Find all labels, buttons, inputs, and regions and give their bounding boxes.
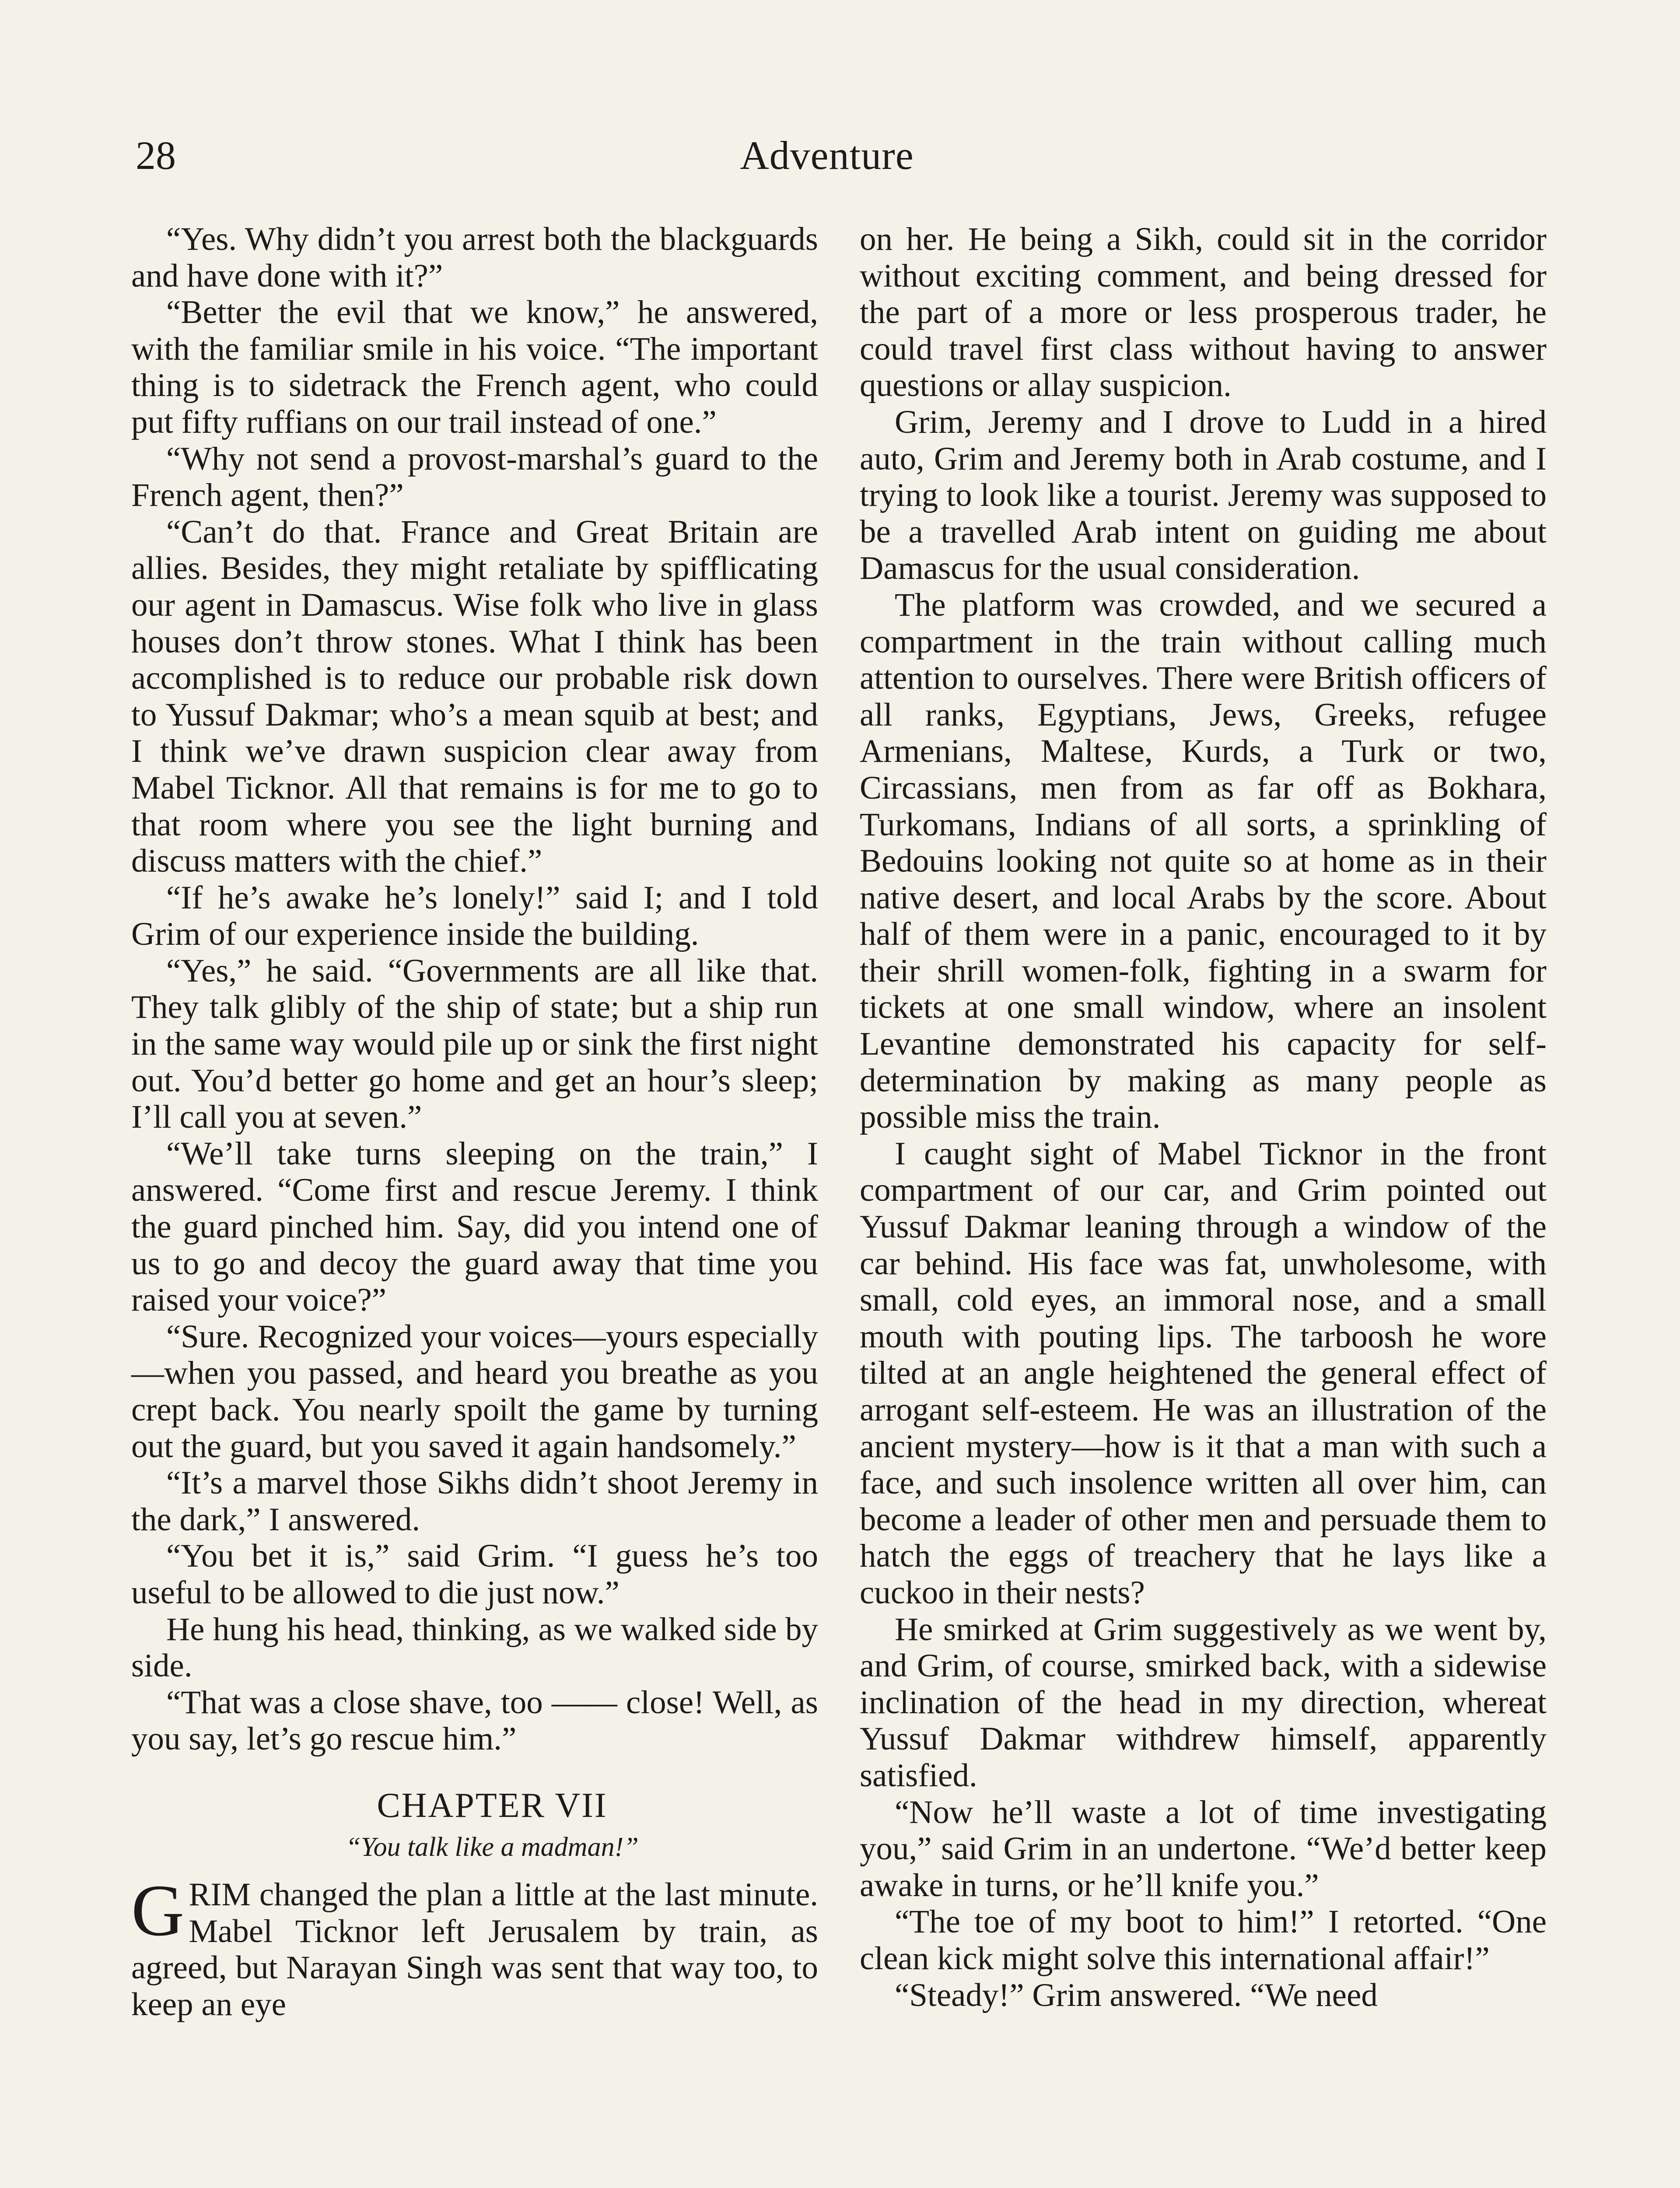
paragraph: “Better the evil that we know,” he answered, with the familiar smile in his voice. “The important thing is to sidetrack the French agent, who could put fifty ruffians on our trail instead of one.” <box>131 294 818 440</box>
left-column <box>131 221 818 2023</box>
running-header <box>131 127 1522 184</box>
chapter-heading <box>131 1784 818 1867</box>
paragraph: “Yes. Why didn’t you arrest both the blackguards and have done with it?” <box>131 221 818 294</box>
page-number: 28 <box>136 133 176 178</box>
paragraph: “It’s a marvel those Sikhs didn’t shoot Jeremy in the dark,” I answered. <box>131 1465 818 1538</box>
paragraph: I caught sight of Mabel Ticknor in the front compartment of our car, and Grim pointed out Yussuf Dakmar leaning through a window of the car behind. His face was fat, unwholesome, with small, cold eyes, an immoral nose, and a small mouth with pouting lips. The tarboosh he wore tilted at an angle heightened the general effect of arrogant self-esteem. He was an illustration of the ancient mystery—how is it that a man with such a face, and such insolence written all over him, can become a leader of other men and persuade them to hatch the eggs of treachery that he lays like a cuckoo in their nests? <box>860 1135 1547 1611</box>
paragraph: “Yes,” he said. “Governments are all like that. They talk glibly of the ship of state; but a ship run in the same way would pile up or sink the first night out. You’d better go home and get an hour’s sleep; I’ll call you at seven.” <box>131 952 818 1136</box>
chapter-opening-paragraph <box>131 1869 818 2023</box>
left-paragraphs <box>131 221 818 1757</box>
paragraph: “If he’s awake he’s lonely!” said I; and I told Grim of our experience inside the building. <box>131 879 818 953</box>
paragraph: Grim, Jeremy and I drove to Ludd in a hired auto, Grim and Jeremy both in Arab costume, and I trying to look like a tourist. Jeremy was supposed to be a travelled Arab intent on guiding me about Damascus for the usual consideration. <box>860 403 1547 587</box>
chapter-subtitle: “You talk like a madman!” <box>346 1832 639 1862</box>
paragraph: “You bet it is,” said Grim. “I guess he’s too useful to be allowed to die just now.” <box>131 1538 818 1611</box>
chapter-title: CHAPTER VII <box>377 1786 608 1825</box>
paragraph: The platform was crowded, and we secured a compartment in the train without calling much attention to ourselves. There were British officers of all ranks, Egyptians, Jews, Greeks, refugee Armenians, Maltese, Kurds, a Turk or two, Circassians, men from as far off as Bokhara, Turkomans, Indians of all sorts, a sprinkling of Bedouins looking not quite so at home as in their native desert, and local Arabs by the score. About half of them were in a panic, encouraged to it by their shrill women-folk, fighting in a swarm for tickets at one small window, where an insolent Levantine demonstrated his capacity for self-determination by making as many people as possible miss the train. <box>860 586 1547 1136</box>
paragraph: “We’ll take turns sleeping on the train,” I answered. “Come first and rescue Jeremy. I think the guard pinched him. Say, did you intend one of us to go and decoy the guard away that time you raised your voice?” <box>131 1135 818 1318</box>
paragraph: “Why not send a provost-marshal’s guard to the French agent, then?” <box>131 440 818 514</box>
paragraph: “The toe of my boot to him!” I retorted. “One clean kick might solve this international affair!” <box>860 1904 1547 1977</box>
paragraph: “Steady!” Grim answered. “We need <box>895 1977 1378 2013</box>
running-title: Adventure <box>740 133 914 178</box>
paragraph: “That was a close shave, too —— close! Well, as you say, let’s go rescue him.” <box>131 1684 818 1757</box>
paragraph: He smirked at Grim suggestively as we went by, and Grim, of course, smirked back, with a sidewise inclination of the head in my direction, whereat Yussuf Dakmar withdrew himself, apparently satisfied. <box>860 1611 1547 1794</box>
chapter-opening-text: RIM changed the plan a little at the last minute. Mabel Ticknor left Jerusalem by train, as agreed, but Narayan Singh was sent that way too, to keep an eye <box>131 1876 818 2023</box>
right-column <box>860 221 1547 2013</box>
right-paragraphs <box>860 404 1547 2013</box>
paragraph: “Can’t do that. France and Great Britain are allies. Besides, they might retaliate by spifflicating our agent in Damascus. Wise folk who live in glass houses don’t throw stones. What I think has been accomplished is to reduce our probable risk down to Yussuf Dakmar; who’s a mean squib at best; and I think we’ve drawn suspicion clear away from Mabel Ticknor. All that remains is for me to go to that room where you see the light burning and discuss matters with the chief.” <box>131 513 818 880</box>
continued-paragraph: on her. He being a Sikh, could sit in the corridor without exciting comment, and being dressed for the part of a more or less prosperous trader, he could travel first class without having to answer questions or allay suspicion. <box>860 221 1547 404</box>
drop-cap: G <box>131 1869 185 1951</box>
paragraph: “Sure. Recognized your voices—yours especially—when you passed, and heard you breathe as you crept back. You nearly spoilt the game by turning out the guard, but you saved it again handsomely.” <box>131 1318 818 1465</box>
paragraph: He hung his head, thinking, as we walked side by side. <box>131 1611 818 1684</box>
paragraph: “Now he’ll waste a lot of time investigating you,” said Grim in an undertone. “We’d better keep awake in turns, or he’ll knife you.” <box>860 1794 1547 1904</box>
